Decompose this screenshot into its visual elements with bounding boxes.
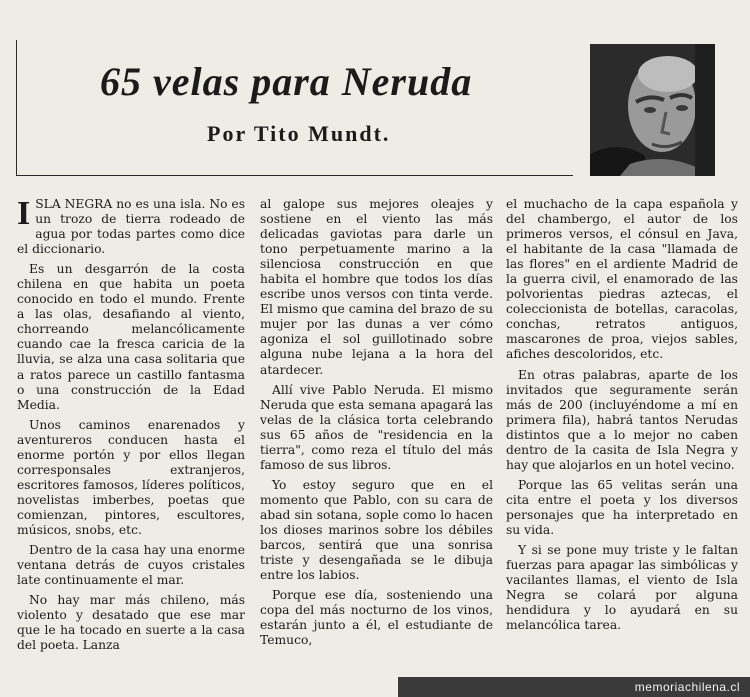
article-byline: Por Tito Mundt. bbox=[207, 121, 391, 146]
article-title: 65 velas para Neruda bbox=[100, 59, 473, 104]
paragraph-9: Porque ese día, sosteniendo una copa del más nocturno de los vinos, estarán junto a él, el estudiante de Temuco, bbox=[260, 588, 493, 648]
paragraph-7: Allí vive Pablo Neruda. El mismo Neruda que esta semana apagará las velas de la clásica torta celebrando sus 65 años de "residencia en la tierra", como reza el título del más famoso de sus libros. bbox=[260, 382, 493, 472]
paragraph-1: ISLA NEGRA no es una isla. No es un trozo de tierra rodeado de agua por todas partes como dice el diccionario. bbox=[17, 197, 245, 257]
paragraph-11: En otras palabras, aparte de los invitados que seguramente serán más de 200 (incluyéndome a mí en primera fila), habrá tantos Nerudas distintos que a lo mejor no caben dentro de la casita de Isla Negra y hay que alojarlos en un hotel vecino. bbox=[506, 367, 738, 472]
paragraph-3: Unos caminos enarenados y aventureros conducen hasta el enorme portón y por ellos llegan corresponsales extranjeros, escritores famosos, líderes políticos, novelistas imberbes, poetas que comienzan, pintores, escultores, músicos, snobs, etc. bbox=[17, 417, 245, 537]
frame-rule-vertical bbox=[16, 40, 17, 175]
article-column-2 bbox=[260, 197, 493, 687]
article-column-3 bbox=[506, 197, 738, 687]
portrait-drawing bbox=[590, 44, 715, 176]
source-watermark: memoriachilena.cl bbox=[398, 677, 750, 697]
drop-cap: I bbox=[17, 197, 31, 232]
paragraph-10: el muchacho de la capa española y del chambergo, el autor de los primeros versos, el cónsul en Java, el habitante de la casa "llamada de las flores" en el ardiente Madrid de la guerra civil, el enamorado de las polvorientas piedras aztecas, el coleccionista de botellas, caracolas, conchas, retratos antiguos, mascarones de proa, viejos sables, afiches descoloridos, etc. bbox=[506, 197, 738, 362]
paragraph-4: Dentro de la casa hay una enorme ventana detrás de cuyos cristales late continuamente el mar. bbox=[17, 543, 245, 588]
paragraph-13: Y si se pone muy triste y le faltan fuerzas para apagar las simbólicas y vacilantes llamas, el viento de Isla Negra se colará por alguna hendidura y lo ayudará en su melancólica tarea. bbox=[506, 543, 738, 633]
paragraph-5: No hay mar más chileno, más violento y desatado que ese mar que le ha tocado en suerte a la casa del poeta. Lanza bbox=[17, 593, 245, 653]
paragraph-6: al galope sus mejores oleajes y sostiene en el viento las más delicadas gaviotas para darle un tono perpetuamente marino a la silenciosa construcción en que habita el hombre que todos los días escribe unos versos con tinta verde. El mismo que camina del brazo de su mujer por las dunas a ver cómo agoniza el sol guillotinado sobre alguna nube lejana a la hora del atardecer. bbox=[260, 197, 493, 377]
paragraph-12: Porque las 65 velitas serán una cita entre el poeta y los diversos personajes que ha interpretado en su vida. bbox=[506, 477, 738, 537]
author-portrait-photo bbox=[590, 44, 715, 176]
article-column-1 bbox=[17, 197, 245, 687]
paragraph-2: Es un desgarrón de la costa chilena en que habita un poeta conocido en todo el mundo. Frente a las olas, desafiando al viento, chorreando melancólicamente cuando cae la fresca caricia de la lluvia, se alza una casa solitaria que a ratos parece un castillo fantasma o una construcción de la Edad Media. bbox=[17, 262, 245, 412]
frame-rule-horizontal bbox=[16, 175, 573, 176]
paragraph-8: Yo estoy seguro que en el momento que Pablo, con su cara de abad sin sotana, sople como lo hacen los dioses marinos sobre los débiles barcos, sentirá que una sonrisa triste y desengañada se le dibuja entre los labios. bbox=[260, 477, 493, 583]
